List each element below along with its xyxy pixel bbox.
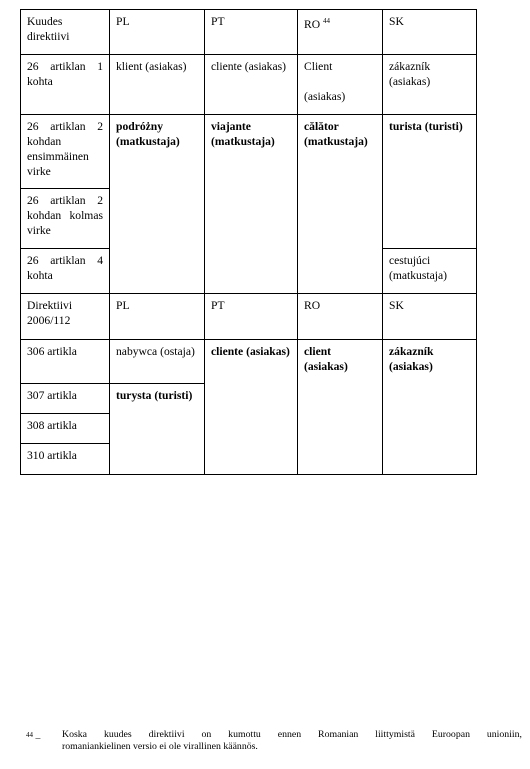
header-col0 <box>21 294 110 340</box>
table-row <box>21 115 477 189</box>
header-label: PL <box>116 15 130 28</box>
cell-ro <box>298 340 383 475</box>
row-label <box>21 340 110 384</box>
row-label <box>21 189 110 249</box>
header-sk <box>383 294 477 340</box>
cell-text: turysta (turisti) <box>116 389 193 402</box>
footnote-line-1: Koska kuudes direktiivi on kumottu ennen Romanian liittymistä Euroopan unioniin, <box>62 729 522 740</box>
cell-pl <box>110 340 205 384</box>
header-label: Kuudes direktiivi <box>27 15 70 43</box>
table-header-row-directive-2006-112 <box>21 294 477 340</box>
header-sk <box>383 10 477 55</box>
row-label-text: 307 artikla <box>27 389 77 402</box>
cell-pl <box>110 384 205 475</box>
header-pl <box>110 10 205 55</box>
header-pt <box>205 294 298 340</box>
footnote-dash: – <box>35 733 41 744</box>
cell-text: zákazník (asiakas) <box>389 60 431 88</box>
header-label: PL <box>116 299 130 312</box>
cell-sk <box>383 55 477 115</box>
header-label: SK <box>389 15 404 28</box>
cell-pl <box>110 55 205 115</box>
cell-sk <box>383 340 477 475</box>
cell-text: zákazník (asiakas) <box>389 345 434 373</box>
cell-pt <box>205 340 298 475</box>
header-col0 <box>21 10 110 55</box>
header-pl <box>110 294 205 340</box>
cell-ro <box>298 55 383 115</box>
row-label-text: 306 artikla <box>27 345 77 358</box>
table-row <box>21 340 477 384</box>
row-label <box>21 55 110 115</box>
cell-text: călător (matkustaja) <box>304 120 368 148</box>
header-label: RO <box>304 299 321 312</box>
cell-pt <box>205 115 298 294</box>
row-label <box>21 115 110 189</box>
row-label <box>21 444 110 475</box>
footnote-reference[interactable]: 44 <box>323 17 331 25</box>
cell-text: klient (asiakas) <box>116 60 187 73</box>
cell-ro <box>298 115 383 294</box>
header-label: Direktiivi 2006/112 <box>27 299 73 327</box>
cell-text: podróżny (matkustaja) <box>116 120 180 148</box>
cell-sk <box>383 249 477 294</box>
header-ro <box>298 294 383 340</box>
cell-text: cestujúci (matkustaja) <box>389 254 447 282</box>
row-label-text: 308 artikla <box>27 419 77 432</box>
row-label-text: 26 artiklan 1 kohta <box>27 60 103 88</box>
footnote-marker <box>26 729 40 745</box>
row-label <box>21 249 110 294</box>
cell-text: cliente (asiakas) <box>211 345 290 358</box>
header-ro <box>298 10 383 55</box>
footnote-number: 44 <box>26 731 33 739</box>
cell-pt <box>205 55 298 115</box>
translation-comparison-table <box>20 9 477 475</box>
header-label: PT <box>211 15 225 28</box>
cell-text: viajante (matkustaja) <box>211 120 275 148</box>
header-label: RO <box>304 18 321 31</box>
header-label: PT <box>211 299 225 312</box>
row-label <box>21 384 110 414</box>
cell-text: Client <box>304 60 333 73</box>
footnote-line-2: romaniankielinen versio ei ole virallinen käännös. <box>62 741 258 752</box>
cell-text: (asiakas) <box>304 90 346 103</box>
cell-text: client (asiakas) <box>304 345 348 373</box>
cell-text: nabywca (ostaja) <box>116 345 195 358</box>
row-label-text: 310 artikla <box>27 449 77 462</box>
cell-pl <box>110 115 205 294</box>
row-label-text: 26 artiklan 2 kohdan ensimmäinen virke <box>27 120 103 178</box>
header-label: SK <box>389 299 404 312</box>
row-label <box>21 414 110 444</box>
table-header-row-sixth-directive <box>21 10 477 55</box>
cell-sk <box>383 115 477 249</box>
header-pt <box>205 10 298 55</box>
table-row <box>21 55 477 115</box>
row-label-text: 26 artiklan 4 kohta <box>27 254 103 282</box>
cell-text: turista (turisti) <box>389 120 463 133</box>
cell-text: cliente (asiakas) <box>211 60 286 73</box>
row-label-text: 26 artiklan 2 kohdan kolmas virke <box>27 194 103 237</box>
